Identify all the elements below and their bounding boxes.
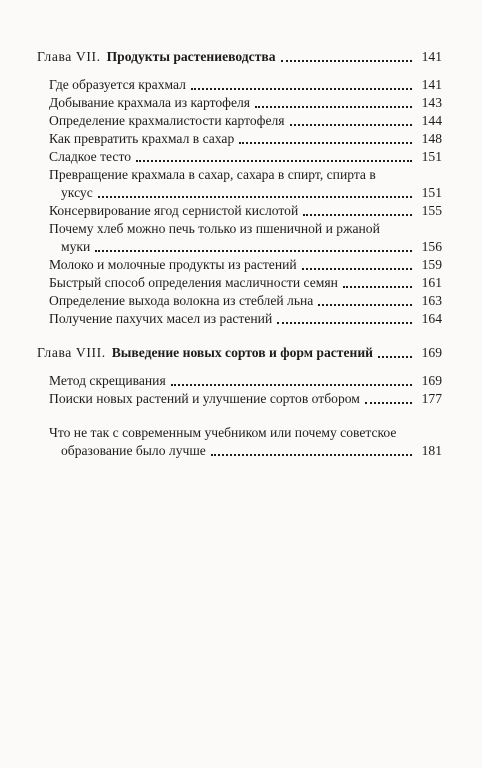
- page-number: 151: [421, 149, 442, 164]
- entry-title: Молоко и молочные продукты из растений: [49, 257, 297, 272]
- chapter-title: Продукты растениеводства: [106, 49, 276, 64]
- page-number: 148: [421, 131, 442, 146]
- entry-title: Определение выхода волокна из стеблей льна: [49, 293, 314, 308]
- page-number: 169: [421, 373, 442, 388]
- page-number: 164: [421, 311, 442, 326]
- chapter-title: Выведение новых сортов и форм растений: [111, 345, 374, 360]
- entry-title-line2: образование было лучше: [61, 443, 206, 458]
- dot-leader: [365, 402, 412, 404]
- toc-entry: [37, 310, 442, 328]
- page-number: 155: [421, 203, 442, 218]
- table-of-contents: [37, 48, 442, 460]
- toc-entry: [37, 94, 442, 112]
- dot-leader: [378, 356, 412, 358]
- chapter-heading-7: [37, 48, 442, 66]
- entry-title: Как превратить крахмал в сахар: [49, 131, 235, 146]
- entry-title-line2: муки: [61, 239, 91, 254]
- page-number: 141: [421, 77, 442, 92]
- page-number: 144: [421, 113, 442, 128]
- toc-entry-multiline: [37, 166, 442, 202]
- dot-leader: [343, 286, 412, 288]
- dot-leader: [171, 384, 412, 386]
- toc-entry: [37, 274, 442, 292]
- entry-title-line1: Превращение крахмала в сахар, сахара в спирт, спирта в: [49, 167, 376, 182]
- entry-title: Консервирование ягод сернистой кислотой: [49, 203, 299, 218]
- toc-entry: [37, 202, 442, 220]
- dot-leader: [277, 322, 412, 324]
- toc-entry: [37, 112, 442, 130]
- dot-leader: [98, 196, 412, 198]
- toc-entry: [37, 292, 442, 310]
- entry-title-line2: уксус: [61, 185, 93, 200]
- dot-leader: [255, 106, 412, 108]
- chapter-heading-8: [37, 344, 442, 362]
- entry-title: Где образуется крахмал: [49, 77, 186, 92]
- toc-entry: [37, 148, 442, 166]
- entry-title-line1: Почему хлеб можно печь только из пшеничной и ржаной: [49, 221, 380, 236]
- chapter-label: Глава VIII.: [37, 345, 106, 360]
- toc-entry: [37, 130, 442, 148]
- page-number: 169: [421, 345, 442, 360]
- dot-leader: [290, 124, 412, 126]
- dot-leader: [302, 268, 412, 270]
- entry-title: Определение крахмалистости картофеля: [49, 113, 285, 128]
- entry-title: Получение пахучих масел из растений: [49, 311, 273, 326]
- dot-leader: [281, 60, 412, 62]
- toc-entry: [37, 372, 442, 390]
- entry-title-line1: Что не так с современным учебником или почему советское: [49, 425, 397, 440]
- page-number: 156: [421, 239, 442, 254]
- entry-title: Метод скрещивания: [49, 373, 166, 388]
- entry-title: Поиски новых растений и улучшение сортов отбором: [49, 391, 360, 406]
- dot-leader: [318, 304, 412, 306]
- dot-leader: [303, 214, 412, 216]
- chapter-label: Глава VII.: [37, 49, 101, 64]
- toc-appendix-entry: [37, 424, 442, 460]
- dot-leader: [191, 88, 412, 90]
- page-number: 159: [421, 257, 442, 272]
- toc-entry-multiline: [37, 220, 442, 256]
- page-number: 177: [421, 391, 442, 406]
- toc-entry: [37, 256, 442, 274]
- page-number: 161: [421, 275, 442, 290]
- page-number: 151: [421, 185, 442, 200]
- page-number: 141: [421, 49, 442, 64]
- toc-entry: [37, 390, 442, 408]
- dot-leader: [95, 250, 412, 252]
- toc-entry: [37, 76, 442, 94]
- page-number: 181: [421, 443, 442, 458]
- entry-title: Добывание крахмала из картофеля: [49, 95, 251, 110]
- dot-leader: [136, 160, 412, 162]
- page-number: 163: [421, 293, 442, 308]
- entry-title: Быстрый способ определения масличности семян: [49, 275, 338, 290]
- page-number: 143: [421, 95, 442, 110]
- entry-title: Сладкое тесто: [49, 149, 132, 164]
- dot-leader: [211, 454, 412, 456]
- dot-leader: [239, 142, 412, 144]
